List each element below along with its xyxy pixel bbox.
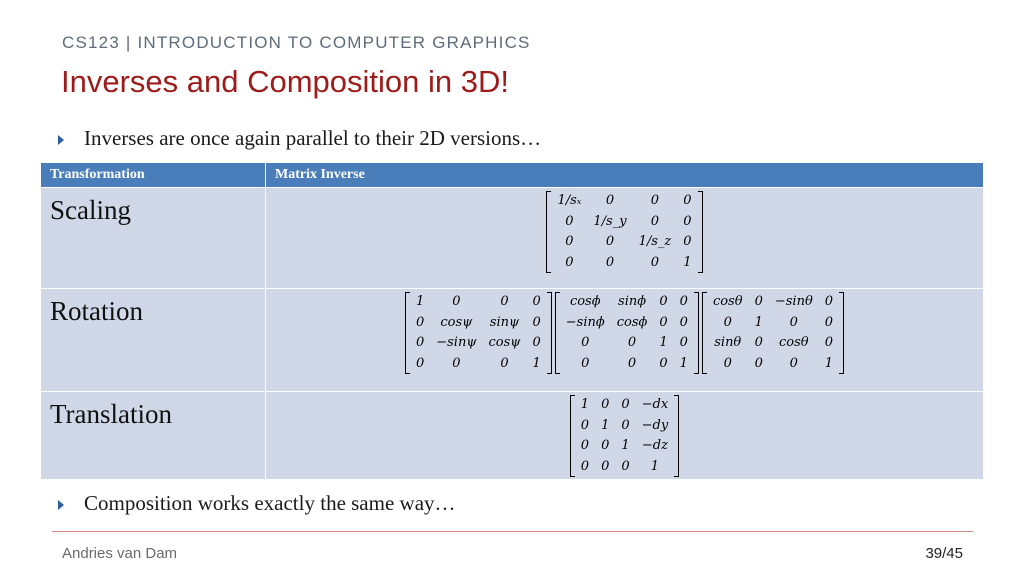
matrix-entry: 0: [683, 213, 692, 229]
matrix-entry: 0: [627, 355, 637, 371]
matrix-cell: [266, 188, 984, 289]
matrix-entry: cosϕ: [616, 314, 648, 330]
matrix-entry: cosψ: [488, 335, 521, 350]
matrix-entry: 0: [679, 294, 688, 309]
matrix-entry: 0: [605, 234, 615, 249]
matrix-entry: 0: [452, 355, 461, 371]
matrix-entry: 0: [532, 314, 541, 330]
matrix-entry: 0: [580, 438, 590, 453]
matrix-entry: 0: [650, 193, 660, 208]
matrix-entry: 0: [621, 458, 630, 474]
matrix-entry: 0: [621, 417, 630, 433]
matrix-entry: −sinϕ: [565, 314, 605, 330]
matrix-entry: 0: [659, 294, 668, 309]
matrix-entry: 0: [754, 294, 763, 309]
matrix-entry: 0: [659, 355, 668, 371]
matrix: [546, 191, 702, 273]
header-matrix-inverse: Matrix Inverse: [266, 163, 984, 188]
matrix: [702, 292, 844, 374]
matrix-entry: 1: [754, 314, 763, 330]
matrix-entry: 1: [650, 458, 660, 474]
matrix-entry: 1/s_z: [638, 234, 672, 249]
matrix-entry: 0: [532, 335, 541, 350]
matrix-entry: 1: [621, 438, 630, 453]
matrix-entry: 0: [650, 213, 660, 229]
matrix-entry: 0: [601, 438, 610, 453]
matrix-entry: 0: [789, 314, 798, 330]
triangle-bullet-icon: [58, 500, 64, 510]
matrix-entry: 1/sₓ: [557, 193, 582, 208]
inverse-table: [40, 162, 984, 480]
matrix-entry: −dy: [641, 417, 669, 433]
matrix-entry: 0: [580, 458, 590, 474]
matrix-entry: 0: [415, 314, 425, 330]
header-transformation: Transformation: [41, 163, 266, 188]
matrix-entry: 0: [580, 417, 590, 433]
page-number: 39/45: [925, 545, 963, 562]
matrix-entry: −dx: [641, 397, 669, 412]
matrix-entry: cosθ: [779, 335, 809, 350]
matrix: [570, 395, 679, 477]
matrix-entry: −sinθ: [774, 294, 813, 309]
footer-divider: [52, 531, 973, 532]
matrix-entry: 1/s_y: [593, 213, 627, 229]
matrix-entry: 0: [500, 294, 509, 309]
triangle-bullet-icon: [58, 135, 64, 145]
matrix-entry: sinψ: [489, 314, 520, 330]
table-row: [41, 289, 984, 392]
matrix-entry: 1: [601, 417, 610, 433]
matrix-entry: 0: [789, 355, 798, 371]
matrix-entry: 1: [580, 397, 590, 412]
matrix-entry: 0: [824, 335, 834, 350]
matrix-entry: 0: [581, 335, 590, 350]
bullet-item: [58, 126, 541, 151]
matrix-entry: 0: [415, 335, 425, 350]
slide-title: Inverses and Composition in 3D!: [61, 64, 510, 99]
matrix-entry: 0: [621, 397, 630, 412]
matrix-entry: 0: [452, 294, 461, 309]
matrix-entry: 0: [683, 234, 692, 249]
matrix-entry: 1: [415, 294, 425, 309]
matrix-entry: 0: [683, 193, 692, 208]
matrix-entry: 0: [581, 355, 590, 371]
matrix-entry: 0: [754, 335, 763, 350]
matrix: [405, 292, 552, 374]
row-label-scaling: Scaling: [41, 188, 266, 289]
matrix: [555, 292, 699, 374]
matrix-entry: 0: [565, 213, 574, 229]
matrix-entry: 0: [723, 314, 732, 330]
matrix-entry: 0: [650, 254, 660, 270]
matrix-entry: 0: [627, 335, 637, 350]
matrix-entry: sinθ: [714, 335, 742, 350]
matrix-entry: 0: [679, 314, 688, 330]
matrix-entry: 0: [605, 193, 615, 208]
footer-author: Andries van Dam: [62, 545, 178, 562]
table-row: [41, 188, 984, 289]
matrix-entry: 0: [601, 397, 610, 412]
matrix-entry: 0: [659, 314, 668, 330]
bullet-text: Composition works exactly the same way…: [84, 491, 456, 515]
matrix-entry: 0: [723, 355, 732, 371]
matrix-entry: 1: [824, 355, 834, 371]
matrix-cell: [266, 392, 984, 480]
matrix-entry: 0: [415, 355, 425, 371]
matrix-entry: 0: [500, 355, 509, 371]
matrix-entry: sinϕ: [618, 294, 647, 309]
table-row: [41, 392, 984, 480]
matrix-entry: cosϕ: [569, 294, 601, 309]
matrix-entry: 0: [824, 314, 834, 330]
matrix-entry: 0: [601, 458, 610, 474]
matrix-entry: cosθ: [712, 294, 743, 309]
course-title: CS123 | INTRODUCTION TO COMPUTER GRAPHICS: [62, 33, 531, 52]
matrix-entry: 0: [532, 294, 541, 309]
matrix-entry: 0: [679, 335, 688, 350]
matrix-entry: 0: [565, 254, 574, 270]
matrix-entry: 0: [605, 254, 615, 270]
bullet-item: [58, 491, 456, 516]
matrix-entry: 1: [683, 254, 692, 270]
matrix-entry: −sinψ: [436, 335, 477, 350]
matrix-entry: 0: [754, 355, 763, 371]
matrix-entry: −dz: [641, 438, 668, 453]
row-label-rotation: Rotation: [41, 289, 266, 392]
matrix-entry: cosψ: [440, 314, 473, 330]
matrix-entry: 1: [532, 355, 541, 371]
matrix-entry: 1: [679, 355, 688, 371]
matrix-entry: 0: [824, 294, 834, 309]
matrix-entry: 0: [565, 234, 574, 249]
row-label-translation: Translation: [41, 392, 266, 480]
matrix-cell: [266, 289, 984, 392]
matrix-entry: 1: [659, 335, 668, 350]
bullet-text: Inverses are once again parallel to their 2D versions…: [84, 126, 542, 150]
